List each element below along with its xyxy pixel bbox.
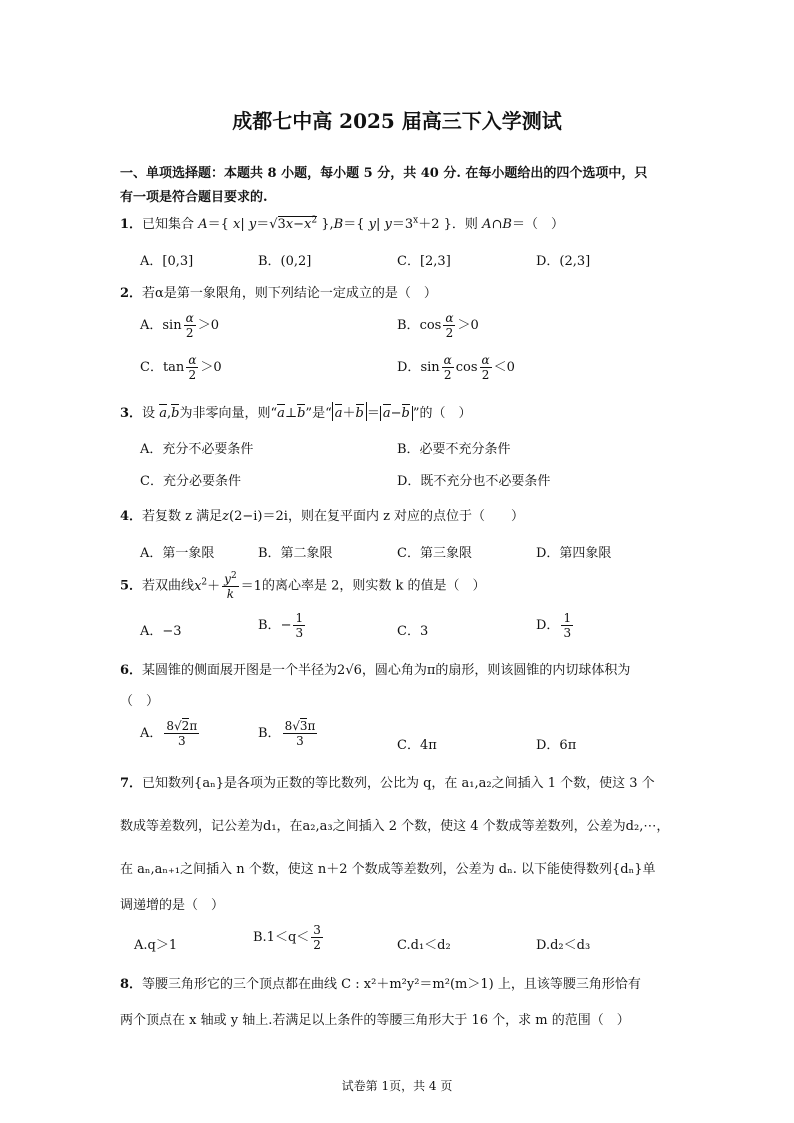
question-7-line2: 数成等差数列，记公差为d₁，在a₂,a₃之间插入 2 个数，使这 4 个数成等差数列，公差为d₂,⋯， (120, 819, 670, 834)
question-7-line3: 在 aₙ,aₙ₊₁之间插入 n 个数，使这 n＋2 个数成等差数列，公差为 dₙ. 以下能使得数列{dₙ}单 (120, 862, 656, 877)
option-label: B.1＜q＜ (253, 930, 310, 945)
option-c: C．3 (397, 624, 429, 639)
question-text: ”是“ (305, 406, 332, 421)
question-number: 4． (120, 509, 143, 524)
question-2 (120, 282, 437, 301)
option-c: C.d₁＜d₂ (397, 938, 451, 953)
vectors-formula: a,b (159, 406, 180, 421)
option-d: D.d₂＜d₃ (536, 938, 591, 953)
option-a: A． $\frac{8√2\pi}{3}$ (140, 719, 198, 748)
question-text: 某圆锥的侧面展开图是一个半径为2√6，圆心角为π的扇形，则该圆锥的内切球体积为 (142, 663, 631, 678)
question-text: 设 (142, 406, 156, 421)
question-8 (120, 973, 641, 992)
question-4 (120, 505, 524, 524)
question-text: 若复数 z 满足 (142, 509, 223, 524)
question-number: 3． (120, 406, 143, 421)
complex-formula: z(2−i)＝2i (222, 509, 288, 524)
set-a-formula: A＝{ x| $y=√3x-x^2$ },B＝{ y| $y=3^x+2$ } (198, 215, 452, 232)
question-number: 7． (120, 776, 143, 791)
question-6 (120, 659, 630, 678)
question-number: 2． (120, 286, 143, 301)
option-a: A．[0,3] (140, 254, 194, 269)
question-text: 已知集合 (142, 217, 195, 232)
option-d: D．既不充分也不必要条件 (397, 474, 551, 489)
option-b: B．− $\frac{1}{3}$ (258, 611, 304, 640)
option-d: D．sin $\frac{\alpha}{2}$ cos $\frac{\alpha}{2}$ ＜0 (397, 353, 515, 382)
option-c: C．4π (397, 738, 437, 753)
page-footer: 试卷第 1页，共 4 页 (341, 1079, 453, 1093)
question-text: ”的（ ） (412, 406, 472, 421)
option-a: A．−3 (140, 624, 182, 639)
question-5 (120, 572, 486, 600)
option-a: A．充分不必要条件 (140, 442, 254, 457)
question-8-line2: 两个顶点在 x 轴或 y 轴上.若满足以上条件的等腰三角形大于 16 个，求 m 的范围（ ） (120, 1013, 630, 1028)
option-c: C．第三象限 (397, 546, 472, 561)
question-text: 已知数列{aₙ}是各项为正数的等比数列，公比为 q，在 a₁,a₂之间插入 1 个数，使这 3 个 (142, 776, 655, 791)
option-b: B．第二象限 (258, 546, 333, 561)
option-label: B． (258, 726, 281, 741)
perp-formula: a⊥b (277, 406, 306, 421)
option-label: A． (140, 726, 163, 741)
option-c: C．tan $\frac{\alpha}{2}$ ＞0 (140, 353, 222, 382)
option-b: B.1＜q＜ $\frac{3}{2}$ (253, 923, 321, 952)
question-text: （ ） (524, 217, 564, 232)
option-d: D．(2,3] (536, 254, 591, 269)
section-heading-line2: 有一项是符合题目要求的. (120, 190, 268, 205)
question-number: 1． (120, 217, 143, 232)
question-number: 6． (120, 663, 143, 678)
option-a: A．sin $\frac{\alpha}{2}$ ＞0 (140, 311, 219, 340)
question-1 (120, 213, 564, 232)
question-3 (120, 402, 472, 421)
option-d: D．第四象限 (536, 546, 612, 561)
hyperbola-formula: $x^2+$ $\frac{y^2}{k}$ ＝1 (194, 571, 262, 601)
option-label: D． (397, 360, 421, 375)
option-label: B． (397, 318, 420, 333)
option-b: B．(0,2] (258, 254, 312, 269)
question-text: ．则 (451, 217, 478, 232)
option-label: B． (258, 618, 281, 633)
option-b: B．cos $\frac{\alpha}{2}$ ＞0 (397, 311, 479, 340)
option-d: D． $\frac{1}{3}$ (536, 611, 572, 640)
question-number: 5． (120, 578, 143, 594)
option-a: A．第一象限 (140, 546, 215, 561)
question-7-line4: 调递增的是（ ） (120, 898, 225, 913)
question-text: 若双曲线 (142, 578, 195, 594)
norm-formula: a＋b ＝ a−b (332, 406, 413, 421)
section-heading-line1: 一、单项选择题：本题共 8 小题，每小题 5 分，共 40 分. 在每小题给出的四个选项中，只 (120, 166, 648, 181)
option-label: C． (140, 360, 163, 375)
option-label: D． (536, 618, 560, 633)
option-c: C．[2,3] (397, 254, 451, 269)
question-text: 等腰三角形它的三个顶点都在曲线 C : x²＋m²y²＝m²(m＞1) 上，且该等腰三角形恰有 (142, 977, 641, 992)
question-text: 若α是第一象限角，则下列结论一定成立的是（ ） (142, 286, 437, 301)
question-number: 8． (120, 977, 143, 992)
option-d: D．6π (536, 738, 577, 753)
option-a: A.q＞1 (134, 938, 178, 953)
question-text: 为非零向量，则“ (179, 406, 278, 421)
page-title: 成都七中高 2025 届高三下入学测试 (232, 109, 562, 133)
option-label: A． (140, 318, 163, 333)
option-b: B． $\frac{8√3\pi}{3}$ (258, 719, 316, 748)
intersection-formula: A∩B＝ (482, 217, 525, 232)
option-c: C．充分必要条件 (140, 474, 241, 489)
option-b: B．必要不充分条件 (397, 442, 511, 457)
question-6-cont: （ ） (120, 694, 160, 709)
question-7 (120, 772, 655, 791)
question-text: ，则在复平面内 z 对应的点位于（ ） (287, 509, 525, 524)
question-text: 的离心率是 2，则实数 k 的值是（ ） (261, 578, 486, 594)
